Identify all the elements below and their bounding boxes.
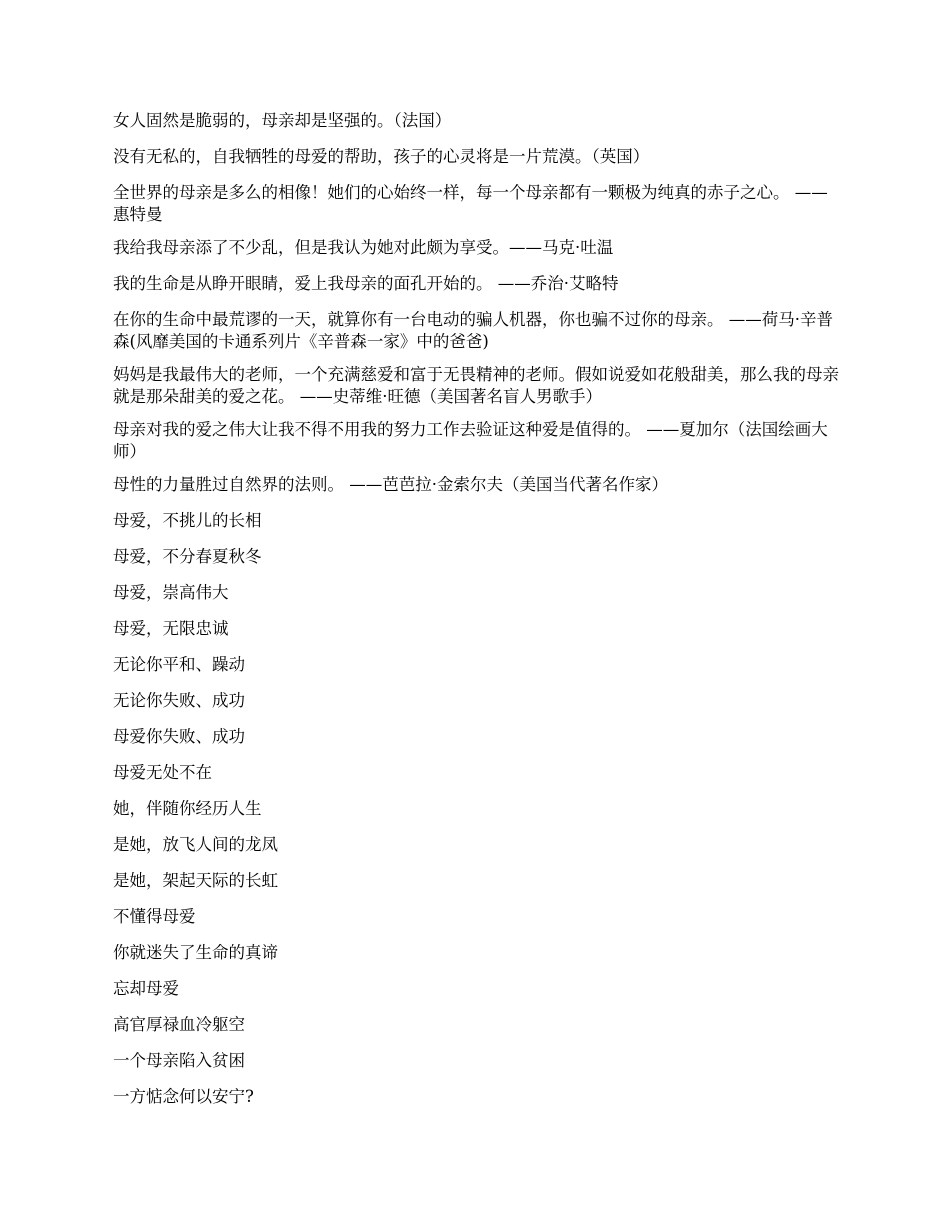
poem-line: 你就迷失了生命的真谛: [113, 943, 278, 962]
poem-line: 是她，架起天际的长虹: [113, 871, 278, 890]
quote-paragraph: 母性的力量胜过自然界的法则。 ——芭芭拉·金索尔夫（美国当代著名作家）: [113, 475, 668, 494]
quote-paragraph: 全世界的母亲是多么的相像！她们的心始终一样，每一个母亲都有一颗极为纯真的赤子之心。 ——惠特曼: [113, 183, 828, 224]
poem-line: 是她，放飞人间的龙凤: [113, 835, 278, 854]
quote-paragraph: 女人固然是脆弱的，母亲却是坚强的。（法国）: [113, 111, 452, 130]
poem-line: 母爱无处不在: [113, 763, 212, 782]
poem-line: 高官厚禄血冷躯空: [113, 1015, 245, 1034]
document-page: [113, 110, 843, 1122]
poem-line: 母爱，崇高伟大: [113, 583, 229, 602]
quote-paragraph: 妈妈是我最伟大的老师，一个充满慈爱和富于无畏精神的老师。假如说爱如花般甜美，那么我的母亲就是那朵甜美的爱之花。 ——史蒂维·旺德（美国著名盲人男歌手）: [113, 365, 839, 406]
poem-line: 她，伴随你经历人生: [113, 799, 262, 818]
poem-line: 母爱你失败、成功: [113, 727, 245, 746]
poem-line: 不懂得母爱: [113, 907, 196, 926]
poem-line: 一个母亲陷入贫困: [113, 1051, 245, 1070]
quote-paragraph: 母亲对我的爱之伟大让我不得不用我的努力工作去验证这种爱是值得的。 ——夏加尔（法国绘画大师）: [113, 420, 828, 461]
poem-line: 一方惦念何以安宁?: [113, 1087, 254, 1106]
poem-line: 母爱，无限忠诚: [113, 619, 229, 638]
poem-line: 忘却母爱: [113, 979, 179, 998]
quote-paragraph: 我给我母亲添了不少乱，但是我认为她对此颇为享受。——马克·吐温: [113, 238, 614, 257]
quote-paragraph: 我的生命是从睁开眼睛，爱上我母亲的面孔开始的。 ——乔治·艾略特: [113, 274, 619, 293]
quote-paragraph: 在你的生命中最荒谬的一天，就算你有一台电动的骗人机器，你也骗不过你的母亲。 ——荷马·辛普森(风靡美国的卡通系列片《辛普森一家》中的爸爸): [113, 310, 833, 351]
poem-line: 无论你失败、成功: [113, 691, 245, 710]
poem-line: 无论你平和、躁动: [113, 655, 245, 674]
poem-line: 母爱，不分春夏秋冬: [113, 547, 262, 566]
poem-line: 母爱，不挑儿的长相: [113, 511, 262, 530]
quote-paragraph: 没有无私的，自我牺牲的母爱的帮助，孩子的心灵将是一片荒漠。（英国）: [113, 147, 650, 166]
